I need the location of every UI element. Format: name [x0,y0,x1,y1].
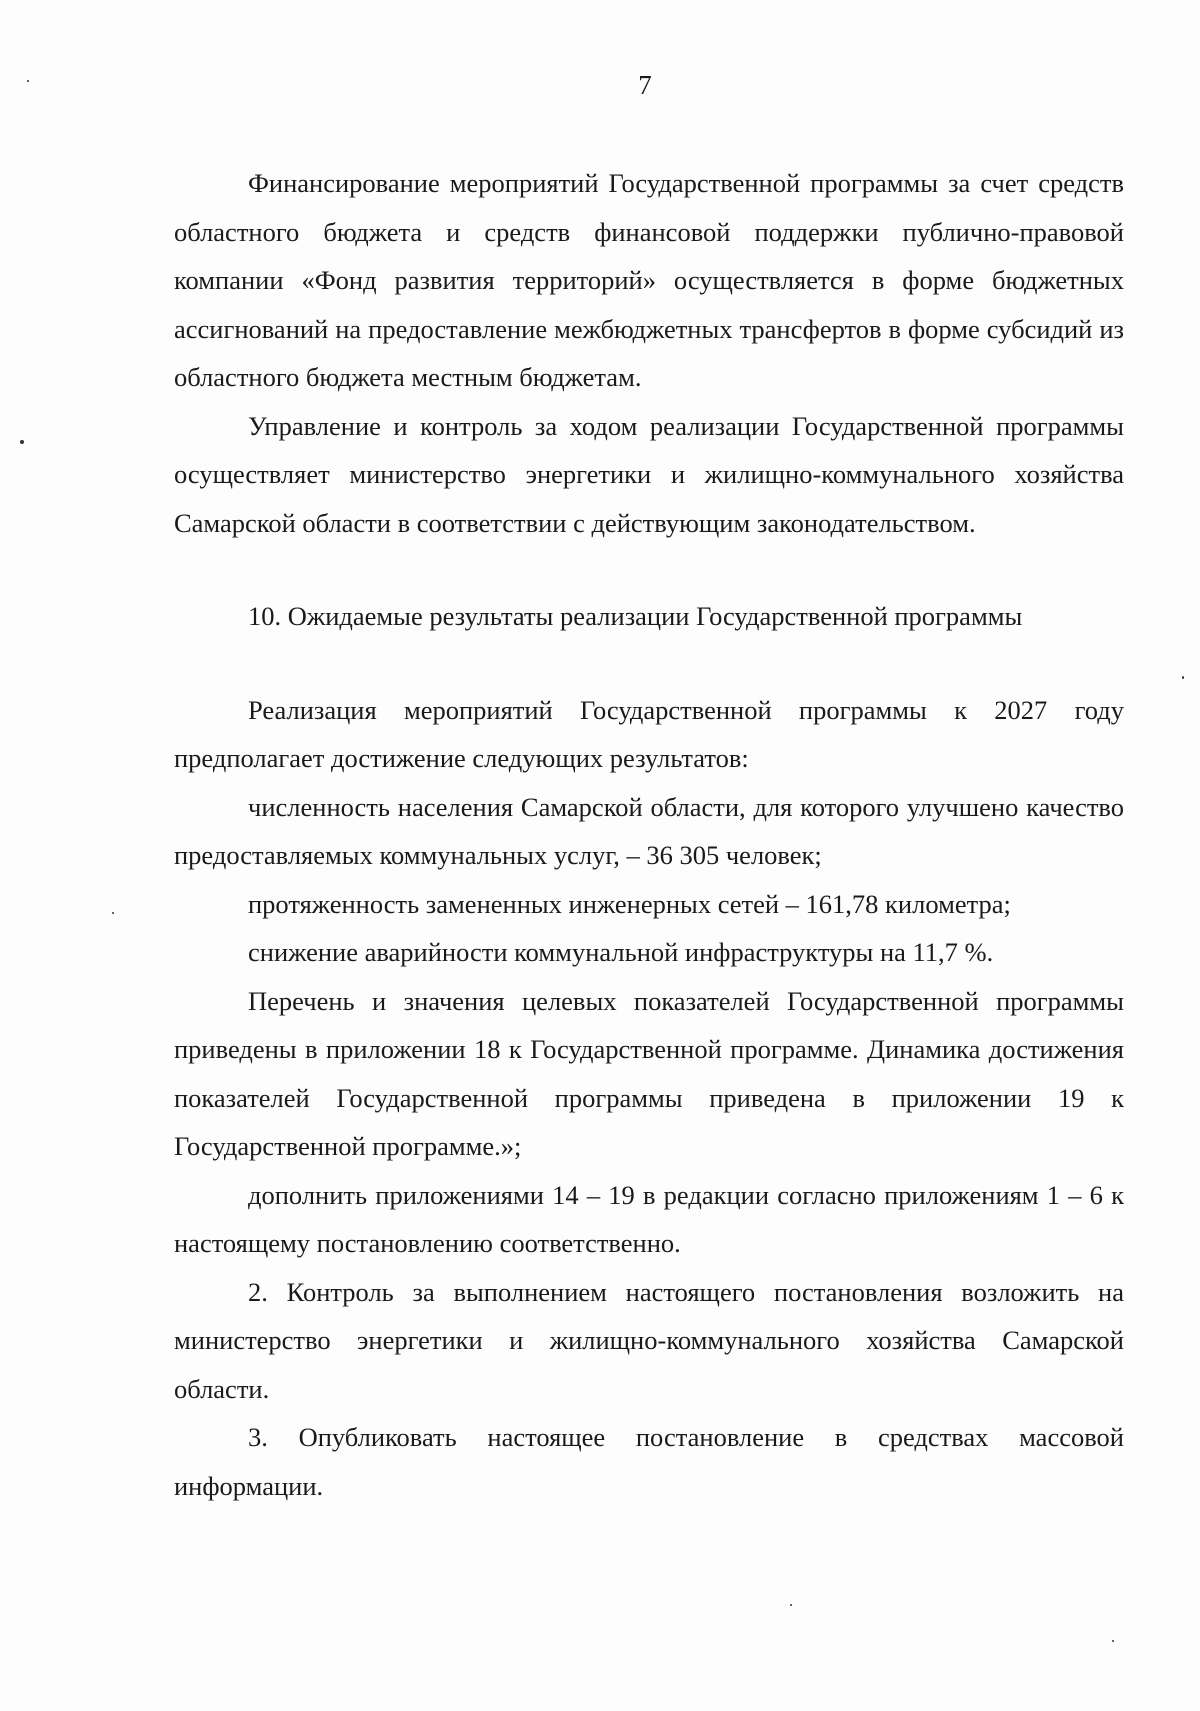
section-heading: 10. Ожидаемые результаты реализации Государственной программы [248,601,1023,631]
paragraph-supplement: дополнить приложениями 14 – 19 в редакции согласно приложениям 1 – 6 к настоящему постановлению соответственно. [174,1179,1124,1258]
result-item-networks: протяженность замененных инженерных сетей – 161,78 километра; [248,888,1011,919]
scan-speck [112,912,114,914]
scan-speck [20,440,24,444]
document-body [174,159,1124,1510]
result-item-population: численность населения Самарской области, для которого улучшено качество предоставляемых коммунальных услуг, – 36 305 человек; [174,791,1124,870]
clause-control: 2. Контроль за выполнением настоящего постановления возложить на министерство энергетики и жилищно-коммунального хозяйства Самарской области. [174,1276,1124,1404]
results-intro: Реализация мероприятий Государственной программы к 2027 году предполагает достижение следующих результатов: [174,694,1124,773]
scan-speck [790,1604,792,1606]
paragraph-management: Управление и контроль за ходом реализации Государственной программы осуществляет министерство энергетики и жилищно-коммунального хозяйства Самарской области в соответствии с действующим законодательством. [174,410,1124,538]
scan-speck [1112,1640,1114,1642]
clause-publish: 3. Опубликовать настоящее постановление в средствах массовой информации. [174,1422,1124,1501]
paragraph-financing: Финансирование мероприятий Государственной программы за счет средств областного бюджета и средств финансовой поддержки публично-правовой компании «Фонд развития территорий» осуществляется в форме бюджетных ассигнований на предоставление межбюджетных трансфертов в форме субсидий из областного бюджета местным бюджетам. [174,168,1124,392]
paragraph-indicators: Перечень и значения целевых показателей Государственной программы приведены в приложении 18 к Государственной программе. Динамика достижения показателей Государственной программы приведена в приложении 19 к Государственной программе.»; [174,985,1124,1161]
scan-speck [27,80,29,82]
page-number: 7 [638,70,652,100]
result-item-accidents: снижение аварийности коммунальной инфраструктуры на 11,7 %. [248,937,994,967]
scan-speck [1182,676,1184,679]
